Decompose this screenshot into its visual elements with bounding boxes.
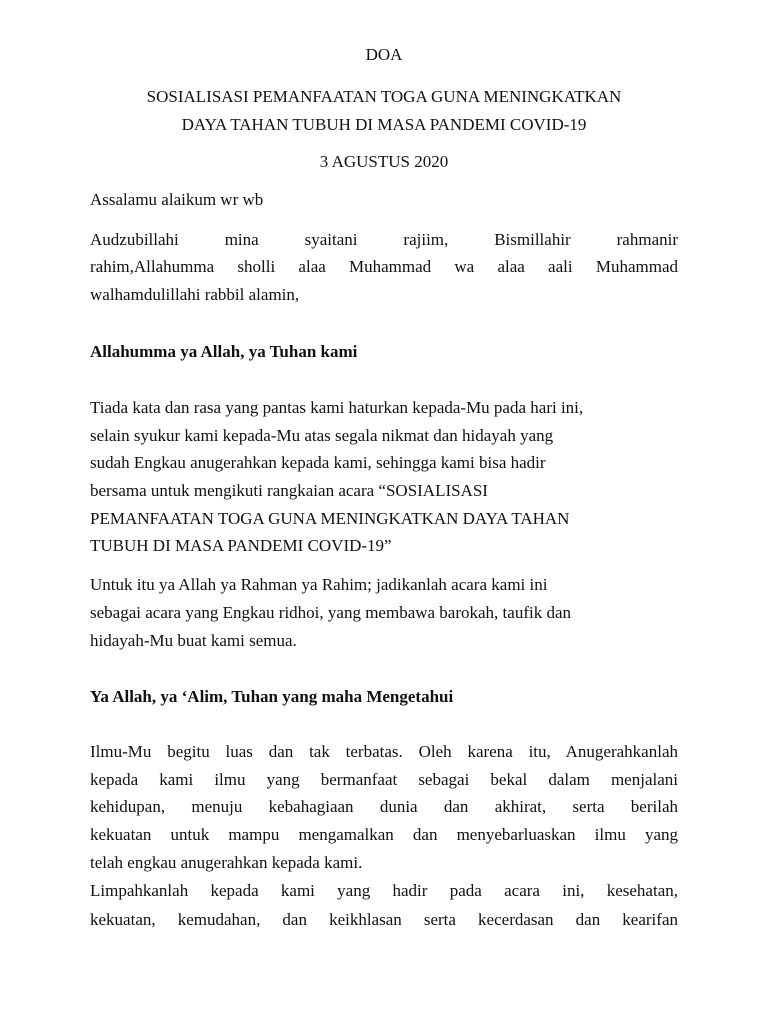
document-date: 3 AGUSTUS 2020: [319, 152, 449, 171]
paragraph-1-line-1: Tiada kata dan rasa yang pantas kami haturkan kepada-Mu pada hari ini,: [90, 398, 584, 417]
document-subtitle-line-1: SOSIALISASI PEMANFAATAN TOGA GUNA MENINGKATKAN: [146, 87, 622, 106]
paragraph-3-line-3: kehidupan, menuju kebahagiaan dunia dan akhirat, serta berilah: [90, 797, 678, 816]
greeting-text: Assalamu alaikum wr wb: [90, 190, 264, 209]
opening-line-3: walhamdulillahi rabbil alamin,: [90, 285, 300, 304]
document-title: DOA: [365, 45, 403, 64]
paragraph-3-line-1: Ilmu-Mu begitu luas dan tak terbatas. Oleh karena itu, Anugerahkanlah: [90, 742, 678, 761]
document-subtitle-line-2: DAYA TAHAN TUBUH DI MASA PANDEMI COVID-19: [181, 115, 587, 134]
paragraph-3-line-2: kepada kami ilmu yang bermanfaat sebagai bekal dalam menjalani: [90, 770, 678, 789]
paragraph-1-line-6: TUBUH DI MASA PANDEMI COVID-19”: [90, 536, 392, 555]
paragraph-3-line-4: kekuatan untuk mampu mengamalkan dan menyebarluaskan ilmu yang: [90, 825, 678, 844]
paragraph-2-line-1: Untuk itu ya Allah ya Rahman ya Rahim; jadikanlah acara kami ini: [90, 575, 548, 594]
paragraph-1-line-2: selain syukur kami kepada-Mu atas segala nikmat dan hidayah yang: [90, 426, 554, 445]
section-heading-1: Allahumma ya Allah, ya Tuhan kami: [90, 342, 358, 361]
paragraph-4-line-2: kekuatan, kemudahan, dan keikhlasan serta kecerdasan dan kearifan: [90, 910, 678, 929]
paragraph-4-line-1: Limpahkanlah kepada kami yang hadir pada acara ini, kesehatan,: [90, 881, 678, 900]
section-heading-2: Ya Allah, ya ‘Alim, Tuhan yang maha Mengetahui: [90, 687, 454, 706]
paragraph-1-line-5: PEMANFAATAN TOGA GUNA MENINGKATKAN DAYA TAHAN: [90, 509, 570, 528]
paragraph-3-line-5: telah engkau anugerahkan kepada kami.: [90, 853, 363, 872]
opening-line-2: rahim,Allahumma sholli alaa Muhammad wa alaa aali Muhammad: [90, 257, 678, 276]
paragraph-2-line-2: sebagai acara yang Engkau ridhoi, yang membawa barokah, taufik dan: [90, 603, 572, 622]
opening-line-1: Audzubillahi mina syaitani rajiim, Bismillahir rahmanir: [90, 230, 678, 249]
paragraph-1-line-3: sudah Engkau anugerahkan kepada kami, sehingga kami bisa hadir: [90, 453, 546, 472]
paragraph-1-line-4: bersama untuk mengikuti rangkaian acara “SOSIALISASI: [90, 481, 488, 500]
paragraph-2-line-3: hidayah-Mu buat kami semua.: [90, 631, 297, 650]
